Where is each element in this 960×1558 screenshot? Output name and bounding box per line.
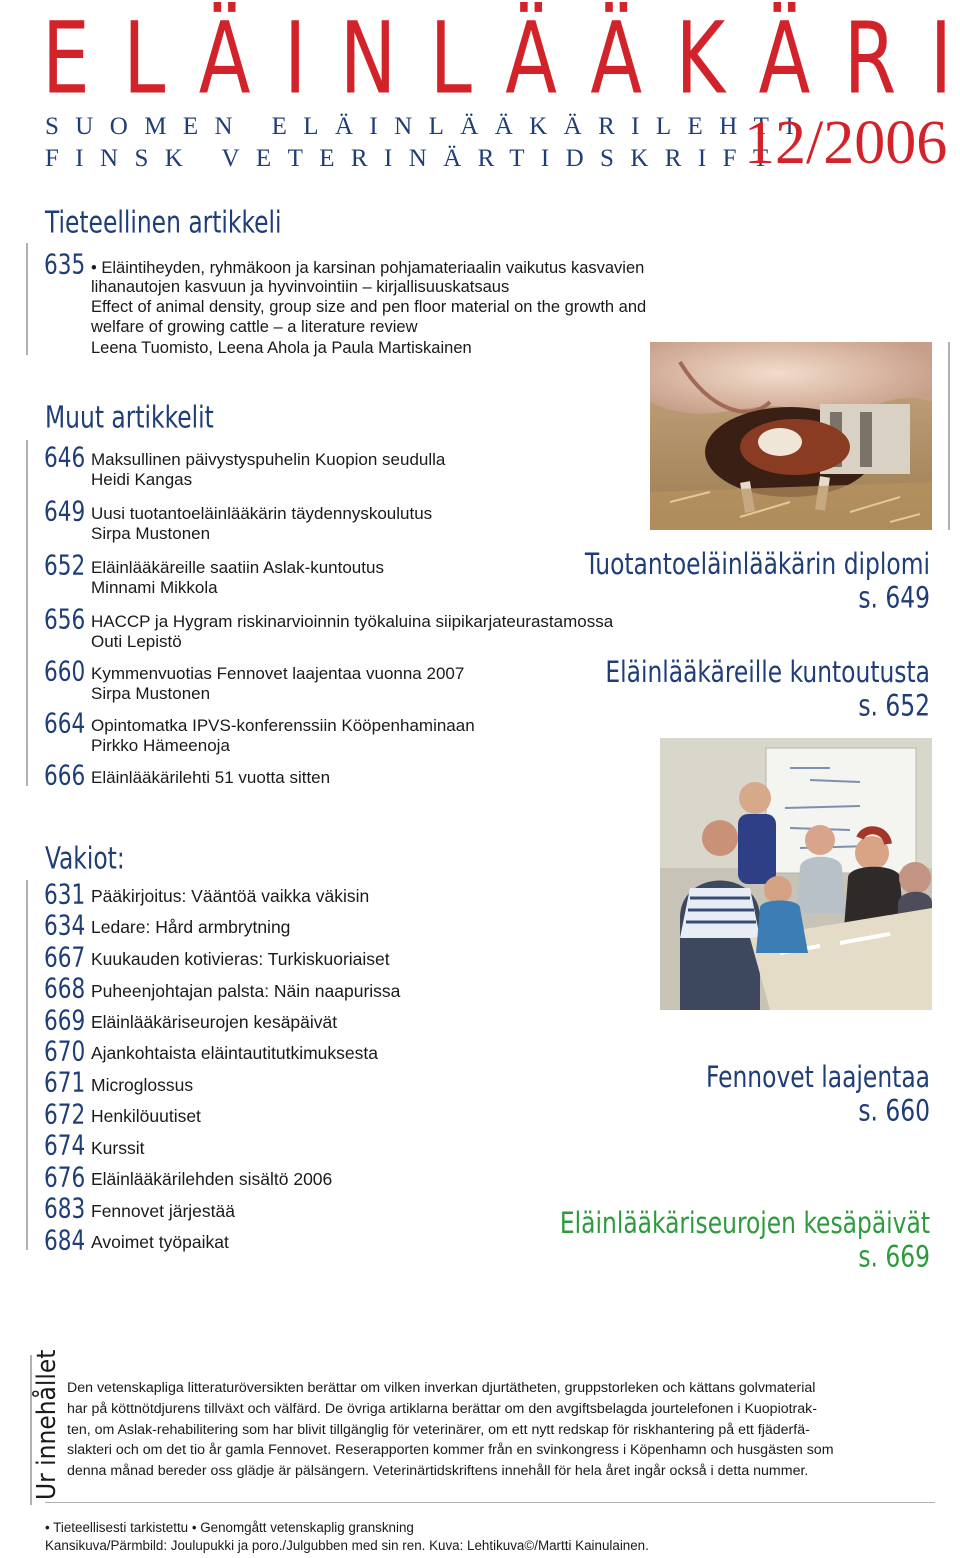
- subtitle-swedish: FINSK VETERINÄRTIDSKRIFT: [45, 145, 785, 172]
- promo-title: Eläinlääkäriseurojen kesäpäivät: [559, 1207, 930, 1241]
- page-number: 631: [44, 878, 86, 911]
- promo-title: Eläinlääkäreille kuntoutusta: [605, 656, 930, 690]
- page-number: 671: [44, 1066, 86, 1099]
- scientific-heading: Tieteellinen artikkeli: [45, 206, 282, 241]
- page-number: 684: [44, 1224, 86, 1257]
- regular-item[interactable]: Puheenjohtajan palsta: Näin naapurissa: [91, 981, 401, 1001]
- summary-line: har på köttnötdjurens tillväxt och välfärd. De övriga artiklarna berättar om den avgiftsbelagda jourtelefonen i Kuopiotrak-: [67, 1400, 817, 1417]
- page-number: 635: [44, 248, 86, 281]
- page-number: 668: [44, 972, 86, 1005]
- swedish-section-label: [0, 1349, 62, 1500]
- page-number: 683: [44, 1192, 86, 1225]
- page-number: 660: [44, 655, 86, 688]
- page-number: 634: [44, 909, 86, 942]
- meeting-photo-illustration: [660, 738, 932, 1010]
- section-divider: [26, 243, 28, 355]
- page-number: 656: [44, 603, 86, 636]
- cover-credits: Kansikuva/Pärmbild: Joulupukki ja poro./Julgubben med sin ren. Kuva: Lehtikuva©/Martti Kainulainen.: [45, 1538, 649, 1553]
- article-title[interactable]: Maksullinen päivystyspuhelin Kuopion seudulla: [91, 450, 446, 469]
- masthead-letter: K: [675, 0, 726, 117]
- article-title[interactable]: Eläinlääkäreille saatiin Aslak-kuntoutus: [91, 558, 384, 577]
- promo-page: s. 649: [858, 581, 930, 616]
- page-number: 649: [44, 495, 86, 528]
- masthead-letter: I: [283, 0, 307, 117]
- section-divider: [26, 880, 28, 1250]
- review-note: • Tieteellisesti tarkistettu • Genomgått vetenskaplig granskning: [45, 1520, 414, 1535]
- cow-photo: [650, 342, 932, 530]
- promo-page: s. 669: [858, 1240, 930, 1275]
- regular-item[interactable]: Microglossus: [91, 1075, 194, 1095]
- promo-title: Tuotantoeläinlääkärin diplomi: [584, 548, 930, 582]
- article-title[interactable]: Eläinlääkärilehti 51 vuotta sitten: [91, 768, 331, 787]
- page-number: 652: [44, 549, 86, 582]
- article-title[interactable]: Kymmenvuotias Fennovet laajentaa vuonna 2007: [91, 664, 465, 683]
- section-divider: [26, 440, 28, 786]
- promo-block[interactable]: [585, 548, 930, 615]
- masthead-letter: N: [339, 0, 397, 117]
- regulars-heading: Vakiot:: [45, 842, 125, 877]
- regular-item[interactable]: Ajankohtaista eläintautitutkimuksesta: [91, 1043, 378, 1063]
- article-author: Minnami Mikkola: [91, 578, 218, 597]
- article-line[interactable]: Effect of animal density, group size and pen floor material on the growth and: [91, 298, 647, 316]
- page-number: 646: [44, 441, 86, 474]
- masthead-letter: I: [929, 0, 952, 117]
- masthead-letter: Ä: [198, 0, 251, 117]
- masthead-letter: E: [42, 0, 90, 117]
- masthead-title: [42, 0, 952, 117]
- meeting-photo: [660, 738, 932, 1010]
- page-number: 664: [44, 707, 86, 740]
- article-author: Sirpa Mustonen: [91, 524, 211, 543]
- article-author: Pirkko Hämeenoja: [91, 736, 230, 755]
- article-line[interactable]: • Eläintiheyden, ryhmäkoon ja karsinan pohjamateriaalin vaikutus kasvavien: [91, 259, 645, 277]
- masthead-letter: Ä: [505, 0, 557, 117]
- page-number: 676: [44, 1161, 86, 1194]
- article-line[interactable]: lihanautojen kasvuun ja hyvinvointiin – kirjallisuuskatsaus: [91, 278, 510, 296]
- masthead-letter: R: [843, 0, 897, 117]
- page-number: 669: [44, 1004, 86, 1037]
- article-authors: Leena Tuomisto, Leena Ahola ja Paula Martiskainen: [91, 339, 472, 357]
- promo-title: Fennovet laajentaa: [706, 1061, 930, 1095]
- promo-page: s. 660: [858, 1094, 930, 1129]
- promo-block[interactable]: [560, 1207, 930, 1274]
- page-number: 674: [44, 1129, 86, 1162]
- regular-item[interactable]: Pääkirjoitus: Vääntöä vaikka väkisin: [91, 886, 370, 906]
- regular-item[interactable]: Eläinlääkärilehden sisältö 2006: [91, 1169, 333, 1189]
- page-number: 670: [44, 1035, 86, 1068]
- swedish-label-text: Ur innehållet: [32, 1349, 62, 1500]
- article-title[interactable]: HACCP ja Hygram riskinarvioinnin työkaluina siipikarjateurastamossa: [91, 612, 614, 631]
- article-title[interactable]: Uusi tuotantoeläinlääkärin täydennyskoulutus: [91, 504, 433, 523]
- article-author: Outi Lepistö: [91, 632, 182, 651]
- cow-photo-illustration: [650, 342, 932, 530]
- other-articles-heading: Muut artikkelit: [45, 401, 214, 436]
- regular-item[interactable]: Ledare: Hård armbrytning: [91, 917, 291, 937]
- subtitle-finnish: SUOMEN ELÄINLÄÄKÄRILEHTI: [45, 113, 811, 140]
- article-author: Heidi Kangas: [91, 470, 193, 489]
- summary-line: Den vetenskapliga litteraturöversikten berättar om vilken inverkan djurtätheten, gruppstorleken och kättans golvmaterial: [67, 1380, 816, 1396]
- photo-divider: [948, 342, 950, 530]
- summary-line: denna månad bereder oss glädje är pälsängern. Veterinärtidskriftens innehåll för hela året ingår också i detta nummer.: [67, 1463, 809, 1480]
- regular-item[interactable]: Henkilöuutiset: [91, 1106, 201, 1126]
- masthead-letter: L: [123, 0, 166, 117]
- promo-block[interactable]: [605, 656, 930, 723]
- regular-item[interactable]: Kuukauden kotivieras: Turkiskuoriaiset: [91, 949, 390, 969]
- swedish-summary: [67, 1378, 933, 1482]
- article-title[interactable]: Opintomatka IPVS-konferenssiin Kööpenhaminaan: [91, 716, 475, 735]
- regular-item[interactable]: Avoimet työpaikat: [91, 1232, 229, 1252]
- article-author: Sirpa Mustonen: [91, 684, 211, 703]
- summary-line: slakteri och om det tio år gamla Fennovet. Reserapporten kommer från en svinkongress i Köpenhamn och husgästen som: [67, 1442, 834, 1459]
- issue-number: 12/2006: [744, 109, 948, 177]
- page-number: 666: [44, 759, 86, 792]
- footer-divider: [45, 1502, 935, 1503]
- summary-line: ten, om Aslak-rehabilitering som har blivit tillgänglig för veterinärer, om ett nytt redskap för riskhantering på ett fjäderfä-: [67, 1421, 810, 1438]
- regular-item[interactable]: Kurssit: [91, 1138, 145, 1158]
- regular-item[interactable]: Fennovet järjestää: [91, 1201, 235, 1221]
- promo-page: s. 652: [858, 689, 930, 724]
- page-number: 667: [44, 941, 86, 974]
- regular-item[interactable]: Eläinlääkäriseurojen kesäpäivät: [91, 1012, 338, 1032]
- masthead-letter: Ä: [590, 0, 643, 117]
- masthead-letter: L: [429, 0, 472, 117]
- masthead-letter: Ä: [758, 0, 811, 117]
- page-number: 672: [44, 1098, 86, 1131]
- article-line[interactable]: welfare of growing cattle – a literature review: [91, 318, 418, 336]
- promo-block[interactable]: [706, 1061, 930, 1128]
